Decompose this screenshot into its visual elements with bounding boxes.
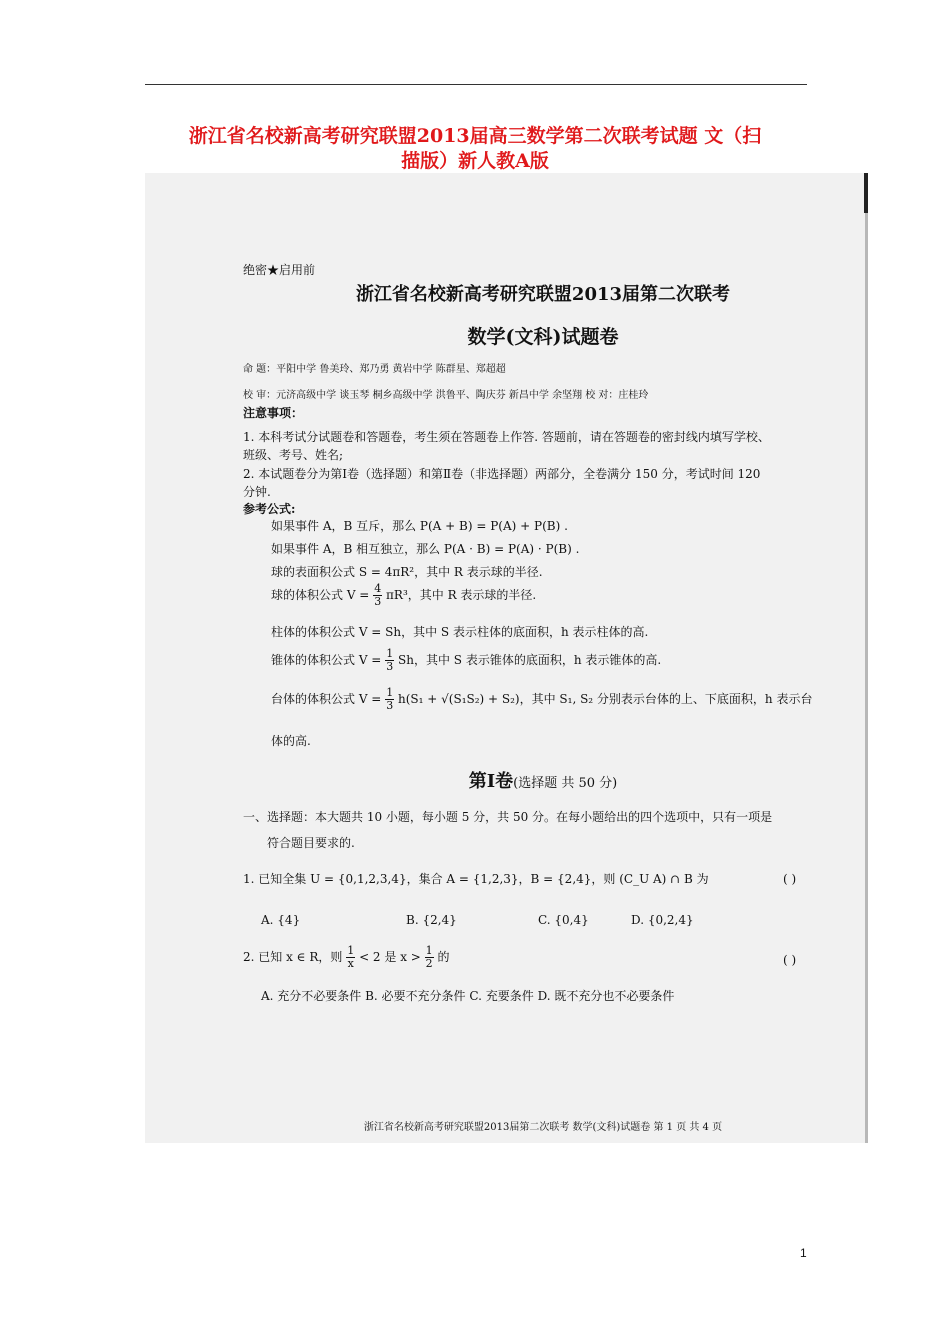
formula-sphere-volume-suffix: πR³，其中 R 表示球的半径. [386,588,537,602]
fraction-numerator: 1 [386,686,394,699]
fraction-one-half [425,945,434,970]
part-one-label: 第Ⅰ卷 [468,771,514,792]
formula-frustum-volume [271,687,812,712]
question-1-option-d: D. {0,2,4} [631,913,694,927]
formula-mutually-exclusive: 如果事件 A，B 互斥，那么 P(A + B) = P(A) + P(B) . [271,519,568,533]
fraction-one-third [385,687,394,712]
fraction-denominator: 3 [386,660,394,673]
note-line-2: 班级、考号、姓名; [243,448,344,462]
question-1-option-b: B. {2,4} [406,913,457,927]
fraction-numerator: 4 [374,582,382,595]
formula-frustum-volume-suffix: h(S₁ + √(S₁S₂) + S₂)，其中 S₁, S₂ 分别表示台体的上、下底面积，h 表示台 [398,692,813,706]
formula-cone-volume [271,648,661,673]
fraction-one-third [385,648,394,673]
question-2-stem-suffix: 的 [437,950,450,964]
document-title [135,124,815,174]
formula-cone-volume-suffix: Sh，其中 S 表示锥体的底面积，h 表示锥体的高. [398,653,662,667]
document-title-line-1: 浙江省名校新高考研究联盟2013届高三数学第二次联考试题 文（扫 [188,125,762,147]
formula-sphere-area: 球的表面积公式 S = 4πR²，其中 R 表示球的半径. [271,565,543,579]
exam-page-footer: 浙江省名校新高考研究联盟2013届第二次联考 数学(文科)试题卷 第 1 页 共 4 页 [363,1122,723,1133]
question-1-stem: 1. 已知全集 U = {0,1,2,3,4}，集合 A = {1,2,3}，B = {2,4}，则 (C_U A) ∩ B 为 [243,872,709,886]
question-1-option-a: A. {4} [261,913,301,927]
note-line-3: 2. 本试题卷分为第Ⅰ卷（选择题）和第Ⅱ卷（非选择题）两部分，全卷满分 150 分，考试时间 120 [243,467,761,481]
document-title-line-2: 描版）新人教A版 [401,150,549,172]
part-one-note: (选择题 共 50 分) [513,776,618,791]
fraction-numerator: 1 [425,944,433,957]
note-line-1: 1. 本科考试分试题卷和答题卷，考生须在答题卷上作答. 答题前，请在答题卷的密封线内填写学校、 [243,430,770,444]
committee-reviewers: 校 审：元济高级中学 谈玉琴 桐乡高级中学 洪鲁平、陶庆芬 新昌中学 余坚翔 校 对：庄桂玲 [243,390,649,401]
formula-frustum-continuation: 体的高. [271,734,311,748]
question-1-option-c: C. {0,4} [538,913,589,927]
fraction-denominator: 3 [386,699,394,712]
question-2-stem [243,945,450,970]
formula-independent: 如果事件 A，B 相互独立，那么 P(A · B) = P(A) · P(B) . [271,542,580,556]
top-rule [145,84,807,85]
exam-title: 浙江省名校新高考研究联盟2013届第二次联考 [355,284,731,305]
exam-subtitle: 数学(文科)试题卷 [467,326,619,348]
part-one-title [243,773,843,792]
fraction-denominator: 2 [425,957,433,970]
fraction-denominator: x [347,957,354,970]
scan-edge-mark [864,173,868,213]
formulas-heading: 参考公式: [243,502,296,516]
page-number: 1 [800,1246,807,1260]
fraction-numerator: 1 [386,647,394,660]
question-1-answer-paren: ( ) [783,872,797,886]
committee-authors: 命 题：平阳中学 鲁美玲、郑乃勇 黄岩中学 陈群星、郑超超 [243,364,506,375]
question-2-answer-paren: ( ) [783,953,797,967]
section-one-instructions: 一、选择题：本大题共 10 小题，每小题 5 分，共 50 分。在每小题给出的四个选项中，只有一项是 [243,810,773,824]
notes-heading: 注意事项： [243,406,304,420]
note-line-4: 分钟. [243,485,271,499]
formula-sphere-volume-prefix: 球的体积公式 V = [271,588,370,602]
question-2-stem-prefix: 2. 已知 x ∈ R，则 [243,950,343,964]
scanned-exam-image [145,173,868,1143]
formula-frustum-volume-prefix: 台体的体积公式 V = [271,692,382,706]
fraction-one-over-x [346,945,355,970]
fraction-numerator: 1 [347,944,355,957]
fraction-four-thirds [373,583,382,608]
question-2-stem-middle: < 2 是 x > [359,950,421,964]
secret-label: 绝密★启用前 [243,263,316,277]
question-2-options: A. 充分不必要条件 B. 必要不充分条件 C. 充要条件 D. 既不充分也不必要条件 [261,989,675,1003]
formula-prism-volume: 柱体的体积公式 V = Sh，其中 S 表示柱体的底面积，h 表示柱体的高. [271,625,649,639]
formula-cone-volume-prefix: 锥体的体积公式 V = [271,653,382,667]
section-one-instructions-cont: 符合题目要求的. [267,836,355,850]
formula-sphere-volume [271,583,536,608]
fraction-denominator: 3 [374,595,382,608]
